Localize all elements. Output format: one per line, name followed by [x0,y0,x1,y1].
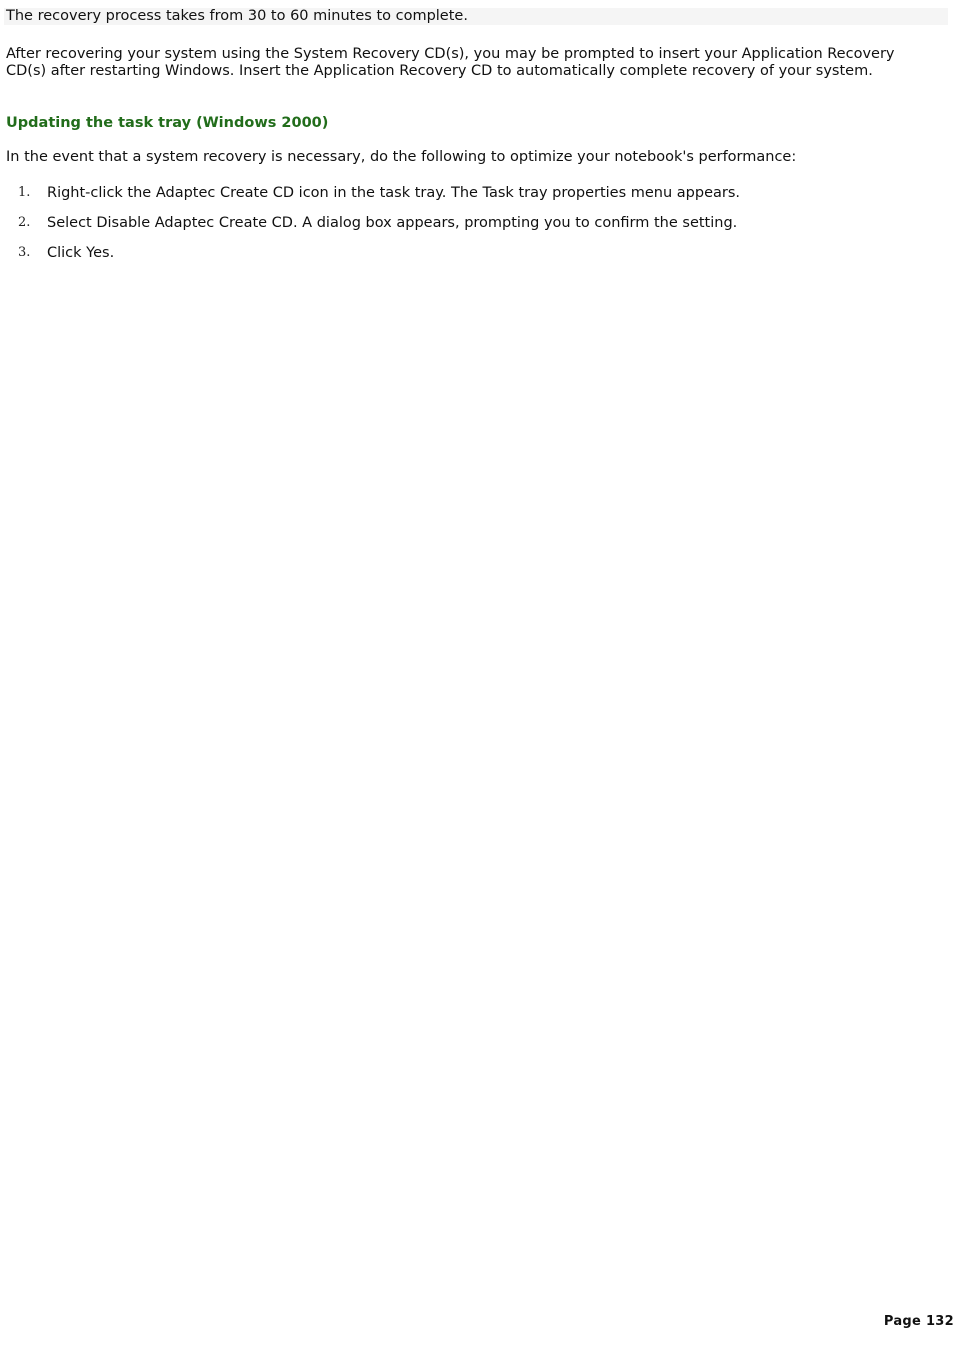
step-text: Right-click the Adaptec Create CD icon in the task tray. The Task tray properties menu appears. [47,185,741,201]
page-number: Page 132 [883,1314,954,1329]
recovery-cd-paragraph: After recovering your system using the System Recovery CD(s), you may be prompted to insert your Application Recovery CD(s) after restarting Windows. Insert the Application Recovery CD to automatically complete recovery of your system. [6,46,895,79]
steps-list [0,183,954,273]
step-number: 1. [18,185,31,200]
step-text: Select Disable Adaptec Create CD. A dialog box appears, prompting you to confirm the setting. [47,215,738,231]
step-item [0,243,954,273]
step-text: Click Yes. [47,245,115,261]
step-number: 2. [18,215,31,230]
recovery-time-note: The recovery process takes from 30 to 60 minutes to complete. [6,8,468,24]
step-item [0,183,954,213]
step-item [0,213,954,243]
step-number: 3. [18,245,31,260]
section-heading: Updating the task tray (Windows 2000) [6,115,329,131]
intro-paragraph: In the event that a system recovery is necessary, do the following to optimize your notebook's performance: [6,149,797,165]
